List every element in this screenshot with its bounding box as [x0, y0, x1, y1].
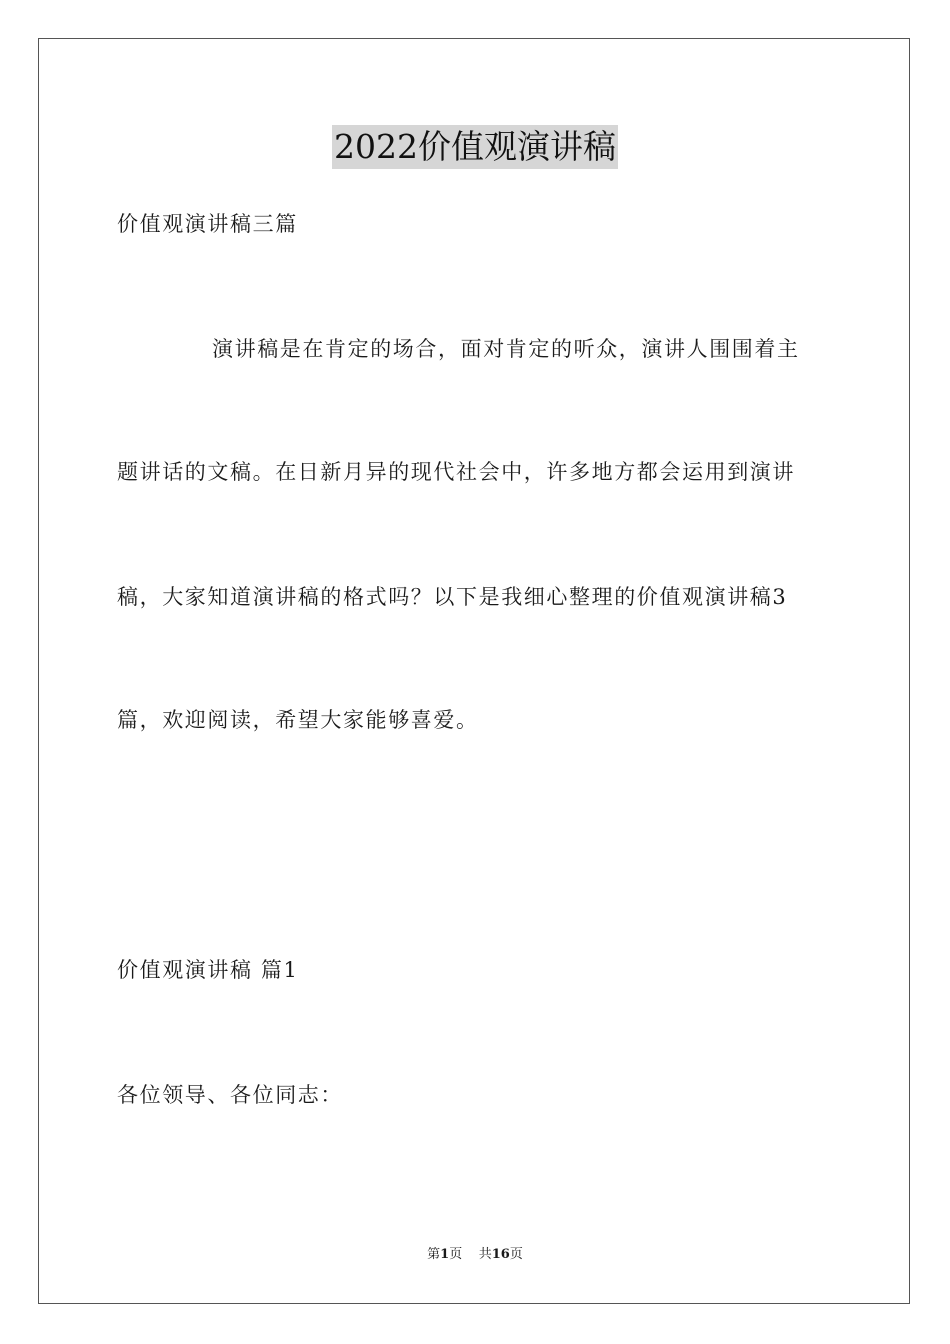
paragraph-line-3: 稿，大家知道演讲稿的格式吗？以下是我细心整理的价值观演讲稿3: [117, 585, 788, 609]
footer-page-suffix: 页: [449, 1247, 463, 1262]
title-container: [0, 125, 950, 169]
paragraph-line-2: 题讲话的文稿。在日新月异的现代社会中，许多地方都会运用到演讲: [117, 460, 795, 484]
page-footer: [0, 1246, 950, 1264]
section-heading: 价值观演讲稿 篇1: [117, 958, 299, 982]
paragraph-line-4: 篇，欢迎阅读，希望大家能够喜爱。: [117, 708, 479, 732]
footer-total-prefix: 共: [478, 1247, 492, 1262]
document-title: 2022价值观演讲稿: [332, 125, 618, 169]
salutation: 各位领导、各位同志：: [117, 1083, 343, 1107]
footer-current-page: 1: [440, 1247, 450, 1262]
paragraph-line-1: 演讲稿是在肯定的场合，面对肯定的听众，演讲人围围着主: [212, 337, 800, 361]
document-subtitle: 价值观演讲稿三篇: [117, 212, 298, 236]
footer-total-pages: 16: [491, 1247, 510, 1262]
footer-page-prefix: 第: [427, 1247, 441, 1262]
footer-total-suffix: 页: [509, 1247, 523, 1262]
